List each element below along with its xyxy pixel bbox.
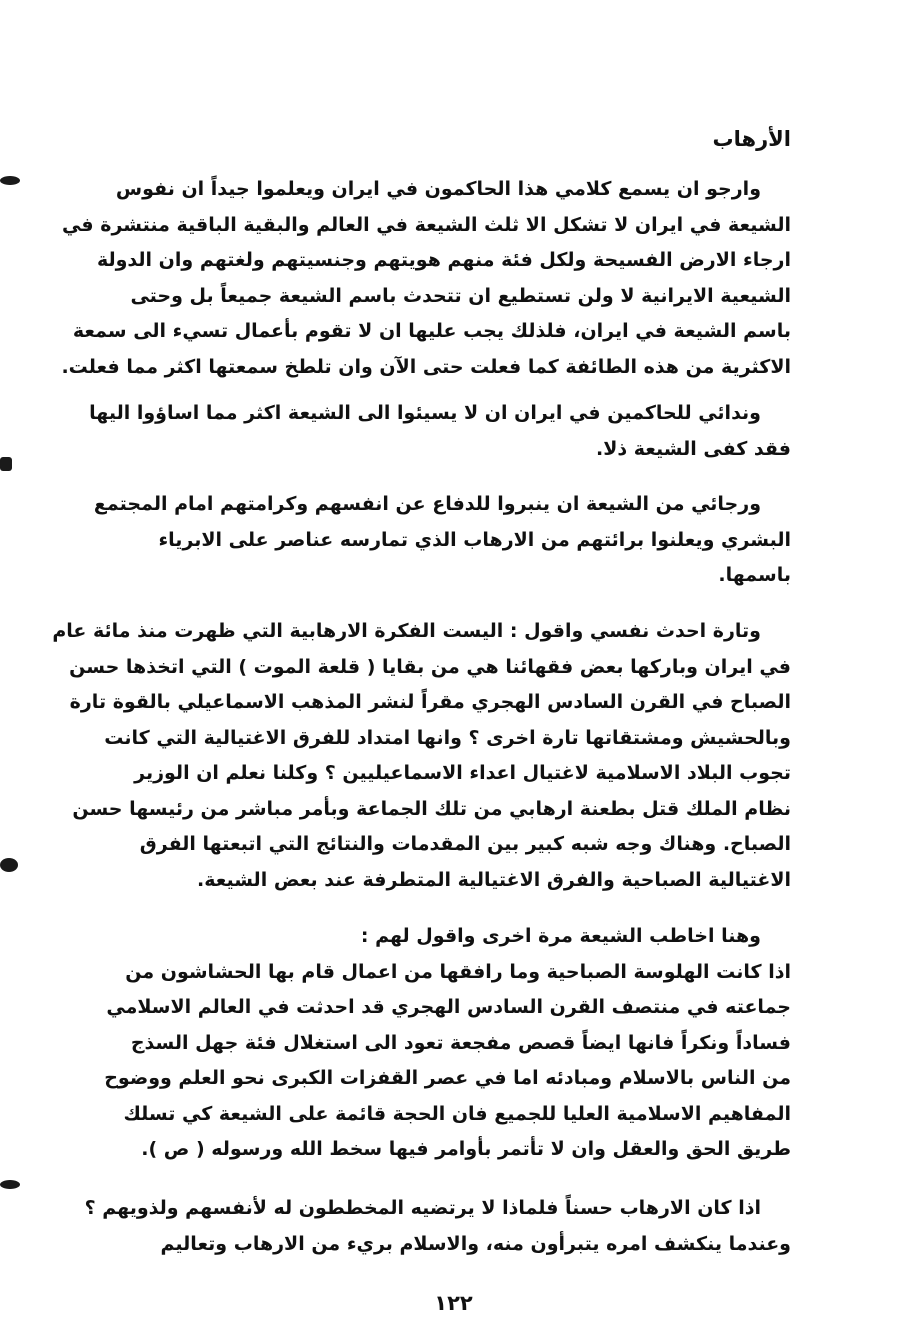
scan-edge-mark	[0, 457, 12, 471]
text-line: الصباح في القرن السادس الهجري مقراً لنشر المذهب الاسماعيلي بالقوة تارة	[69, 691, 791, 713]
text-line: فقد كفى الشيعة ذلا.	[596, 437, 791, 460]
paragraph	[52, 614, 791, 898]
text-line: ورجائي من الشيعة ان ينبروا للدفاع عن انفسهم وكرامتهم امام المجتمع	[93, 493, 761, 515]
text-line: الشيعية الايرانية لا ولن تستطيع ان تتحدث باسم الشيعة جميعاً بل وحتى	[130, 284, 791, 307]
paragraph	[104, 919, 791, 1168]
text-line: ارجاء الارض الفسيحة ولكل فئة منهم هويتهم وجنسيتهم ولغتهم وان الدولة	[96, 249, 791, 271]
text-line: وارجو ان يسمع كلامي هذا الحاكمون في ايران ويعلموا جيداً ان نفوس	[115, 178, 761, 200]
running-header: الأرهاب	[712, 127, 791, 151]
paragraph	[89, 396, 791, 467]
text-line: الاكثرية من هذه الطائفة كما فعلت حتى الآن وان تلطخ سمعتها اكثر مما فعلت.	[61, 355, 791, 378]
text-line: جماعته في منتصف القرن السادس الهجري قد احدثت في العالم الاسلامي	[106, 996, 791, 1018]
scan-edge-mark	[0, 176, 20, 185]
text-line: وندائي للحاكمين في ايران ان لا يسيئوا الى الشيعة اكثر مما اساؤوا اليها	[89, 402, 761, 424]
paragraph	[61, 172, 791, 385]
text-line: في ايران وباركها بعض فقهائنا هي من بقايا ( قلعة الموت ) التي اتخذها حسن	[69, 655, 791, 678]
text-line: طريق الحق والعقل وان لا تأتمر بأوامر فيها سخط الله ورسوله ( ص ).	[141, 1138, 791, 1160]
paragraph	[84, 1191, 791, 1262]
text-line: وهنا اخاطب الشيعة مرة اخرى واقول لهم :	[360, 925, 761, 947]
text-line: من الناس بالاسلام ومبادئه اما في عصر القفزات الكبرى نحو العلم ووضوح	[104, 1067, 791, 1089]
text-line: الشيعة في ايران لا تشكل الا ثلث الشيعة في العالم والبقية الباقية منتشرة في	[61, 213, 791, 236]
text-line: وعندما ينكشف امره يتبرأون منه، والاسلام بريء من الارهاب وتعاليم	[160, 1232, 791, 1255]
text-line: تجوب البلاد الاسلامية لاغتيال اعداء الاسماعيليين ؟ وكلنا نعلم ان الوزير	[134, 762, 791, 784]
text-line: الاغتيالية الصباحية والفرق الاغتيالية المتطرفة عند بعض الشيعة.	[197, 868, 791, 891]
text-line: باسمها.	[718, 564, 791, 586]
text-line: وبالحشيش ومشتقاتها تارة اخرى ؟ وانها امتداد للفرق الاغتيالية التي كانت	[104, 726, 791, 749]
paragraph	[93, 487, 791, 594]
page-number: ١٢٢	[434, 1291, 473, 1315]
text-line: وتارة احدث نفسي واقول : اليست الفكرة الارهابية التي ظهرت منذ مائة عام	[52, 620, 761, 642]
text-line: اذا كانت الهلوسة الصباحية وما رافقها من اعمال قام بها الحشاشون من	[125, 960, 791, 983]
scan-edge-mark	[0, 1180, 20, 1189]
text-line: المفاهيم الاسلامية العليا للجميع فان الحجة قائمة على الشيعة كي تسلك	[123, 1102, 791, 1125]
text-line: البشري ويعلنوا برائتهم من الارهاب الذي تمارسه عناصر على الابرياء	[158, 528, 791, 551]
text-line: اذا كان الارهاب حسناً فلماذا لا يرتضيه المخططون له لأنفسهم ولذويهم ؟	[84, 1197, 761, 1219]
text-line: باسم الشيعة في ايران، فلذلك يجب عليها ان لا تقوم بأعمال تسيء الى سمعة	[72, 320, 791, 342]
text-line: الصباح. وهناك وجه شبه كبير بين المقدمات والنتائج التي اتبعتها الفرق	[139, 833, 791, 855]
scan-edge-mark	[0, 858, 18, 872]
text-line: نظام الملك قتل بطعنة ارهابي من تلك الجماعة وبأمر مباشر من رئيسها حسن	[72, 797, 791, 820]
text-line: فساداً ونكراً فانها ايضاً قصص مفجعة تعود الى استغلال فئة جهل السذج	[130, 1031, 791, 1054]
